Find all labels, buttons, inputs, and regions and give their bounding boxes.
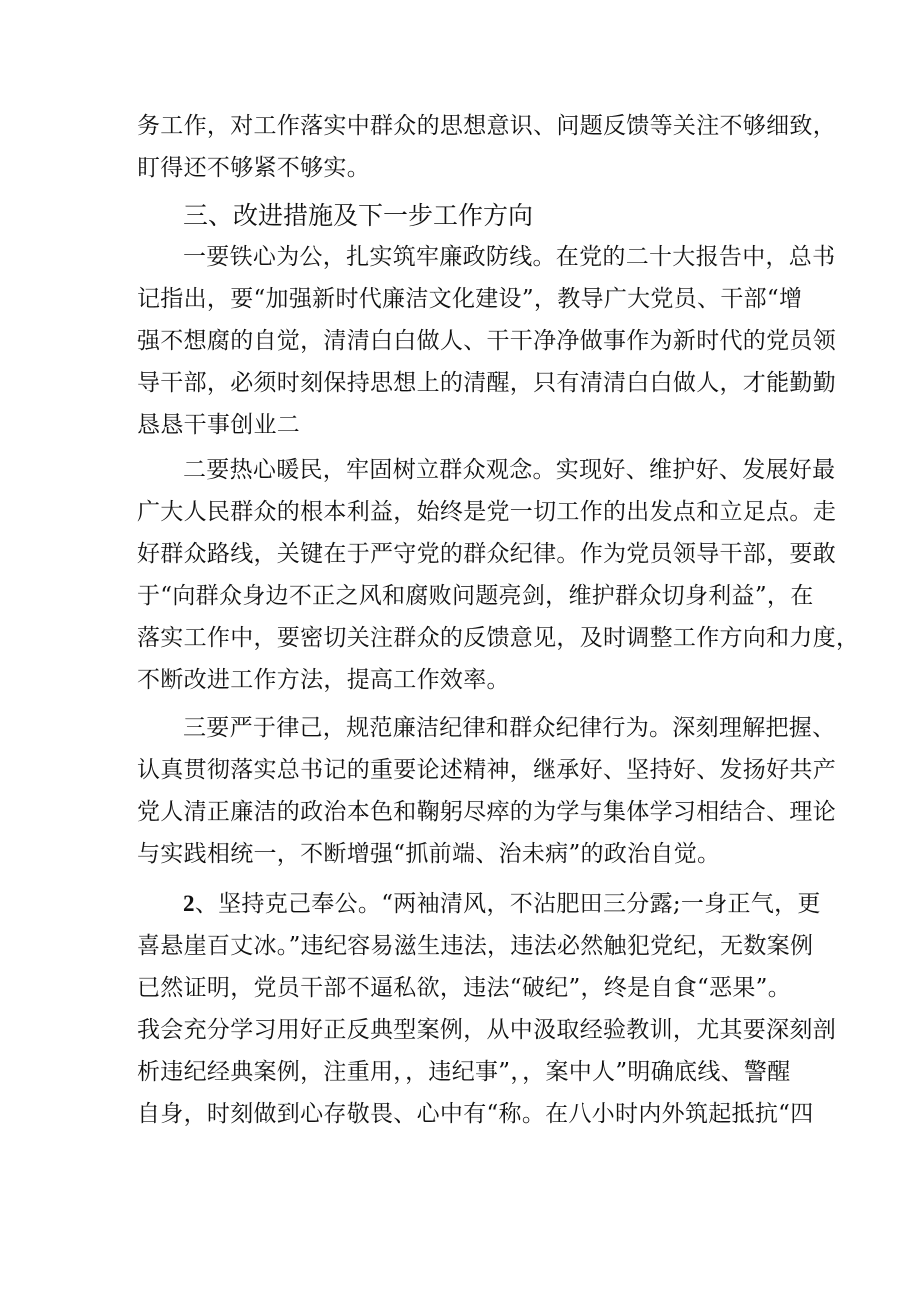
paragraph-3-line: 认真贯彻落实总书记的重要论述精神，继承好、坚持好、发扬好共产	[137, 757, 836, 783]
paragraph-2-line: 不断改进工作方法，提高工作效率。	[137, 667, 510, 693]
paragraph-4-line: 析违纪经典案例，注重用，，违纪事”，，案中人”明确底线、警醒	[137, 1059, 791, 1085]
paragraph-4-line: 自身，时刻做到心存敬畏、心中有“称。在八小时内外筑起抵抗“四	[137, 1101, 814, 1127]
paragraph-4-line: 喜悬崖百丈冰。”违纪容易滋生违法，违法必然触犯党纪，无数案例	[137, 933, 814, 959]
item-number: 2	[183, 891, 195, 916]
paragraph-2-line: 落实工作中，要密切关注群众的反馈意见，及时调整工作方向和力度，	[137, 625, 860, 651]
paragraph-1-line: 一要铁心为公，扎实筑牢廉政防线。在党的二十大报告中，总书	[183, 244, 836, 270]
paragraph-3-line: 党人清正廉洁的政治本色和鞠躬尽瘁的为学与集体学习相结合、理论	[137, 799, 836, 825]
paragraph-4-line: 我会充分学习用好正反典型案例，从中汲取经验教训，尤其要深刻剖	[137, 1017, 836, 1043]
body-text-line: 务工作，对工作落实中群众的思想意识、问题反馈等关注不够细致，	[137, 113, 836, 139]
paragraph-3-line: 与实践相统一，不断增强“抓前端、治未病”的政治自觉。	[137, 841, 721, 867]
paragraph-4-line: 已然证明，党员干部不逼私欲，违法“破纪”，终是自食“恶果”。	[137, 975, 792, 1001]
paragraph-1-line: 记指出，要“加强新时代廉洁文化建设”，教导广大党员、干部“增	[137, 286, 803, 312]
paragraph-1-line: 强不想腐的自觉，清清白白做人、干干净净做事作为新时代的党员领	[137, 328, 836, 354]
paragraph-3-line: 三要严于律己，规范廉洁纪律和群众纪律行为。深刻理解把握、	[183, 715, 836, 741]
paragraph-4-first-line	[183, 887, 821, 921]
paragraph-1-line: 恳恳干事创业二	[137, 412, 301, 438]
paragraph-2-line: 好群众路线，关键在于严守党的群众纪律。作为党员领导干部，要敢	[137, 541, 836, 567]
paragraph-2-line: 广大人民群众的根本利益，始终是党一切工作的出发点和立足点。走	[137, 499, 836, 525]
body-text-line: 盯得还不够紧不够实。	[137, 155, 370, 181]
paragraph-1-line: 导干部，必须时刻保持思想上的清醒，只有清清白白做人，才能勤勤	[137, 370, 836, 396]
paragraph-4-text: 、坚持克己奉公。“两袖清风，不沾肥田三分露;一身正气，更	[194, 891, 821, 917]
section-heading: 三、改进措施及下一步工作方向	[183, 201, 534, 230]
paragraph-2-line: 于“向群众身边不正之风和腐败问题亮剑，维护群众切身利益”，在	[137, 583, 814, 609]
paragraph-2-line: 二要热心暖民，牢固树立群众观念。实现好、维护好、发展好最	[183, 457, 836, 483]
